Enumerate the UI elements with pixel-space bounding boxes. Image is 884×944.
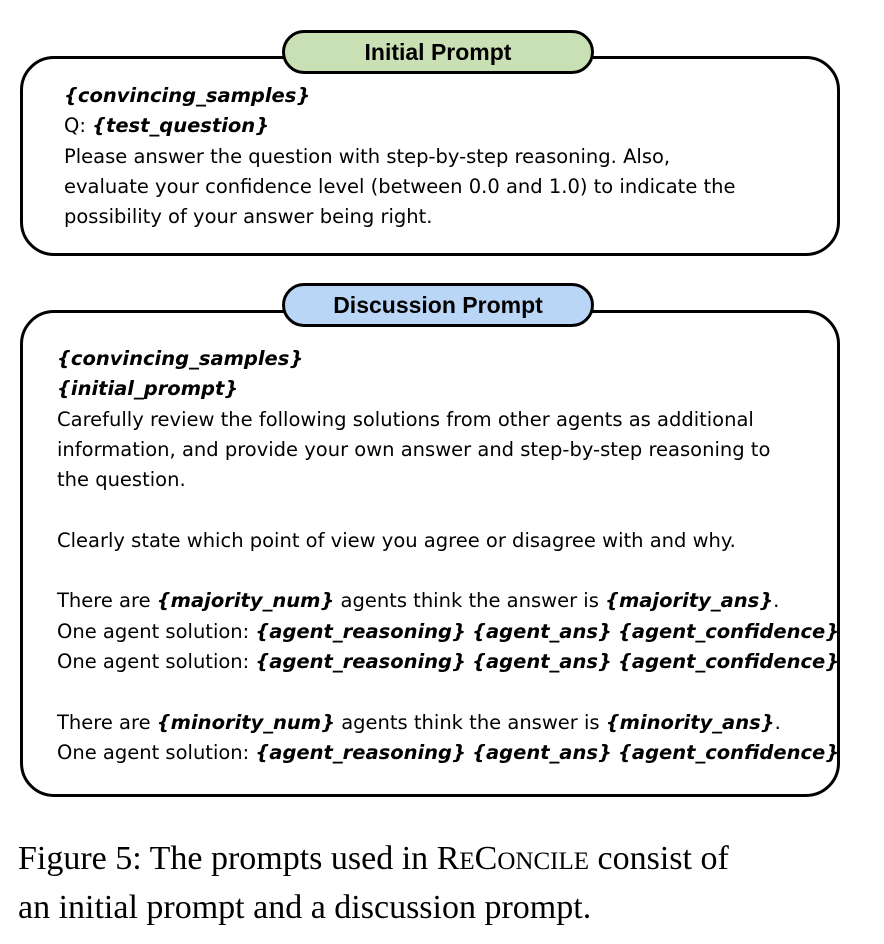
figure-caption — [18, 836, 729, 931]
prompt-line — [57, 526, 839, 556]
template-variable: {initial_prompt} — [57, 377, 239, 401]
prompt-line — [57, 647, 839, 677]
prompt-line — [57, 405, 839, 435]
template-variable: {majority_num} — [156, 589, 335, 613]
prompt-text: agents think the answer is — [335, 710, 606, 734]
prompt-line — [64, 111, 736, 141]
prompt-line — [57, 708, 839, 738]
blank-line — [57, 495, 839, 525]
template-variable: {test_question} — [92, 114, 270, 138]
template-variable: {agent_confidence} — [618, 619, 840, 643]
prompt-line — [64, 172, 736, 202]
prompt-text: There are — [57, 710, 157, 734]
method-name-part: C — [474, 840, 498, 877]
prompt-text: One agent solution: — [57, 619, 256, 643]
prompt-text: Clearly state which point of view you agree or disagree with and why. — [57, 528, 736, 552]
template-variable: {convincing_samples} — [64, 84, 311, 107]
prompt-line — [57, 617, 839, 647]
prompt-text: possibility of your answer being right. — [64, 205, 433, 229]
blank-line — [57, 556, 839, 586]
prompt-text: the question. — [57, 468, 186, 492]
prompt-line — [57, 465, 839, 495]
initial-prompt-title: Initial Prompt — [282, 30, 594, 74]
prompt-text: evaluate your confidence level (between 0.0 and 1.0) to indicate the — [64, 174, 736, 198]
prompt-line — [64, 81, 736, 111]
template-variable: {agent_reasoning} — [255, 649, 466, 673]
prompt-text: Q: — [64, 114, 93, 138]
prompt-line — [64, 142, 736, 172]
caption-line-1 — [18, 836, 729, 885]
blank-line — [57, 677, 839, 707]
method-name — [437, 840, 589, 877]
discussion-prompt-title: Discussion Prompt — [282, 283, 594, 327]
template-variable: {majority_ans} — [605, 589, 774, 613]
prompt-line — [64, 202, 736, 232]
method-name-part: E — [459, 848, 475, 875]
initial-prompt-content — [64, 81, 736, 232]
prompt-text: Carefully review the following solutions from other agents as additional — [57, 407, 754, 431]
method-name-part: ONCILE — [497, 848, 589, 875]
prompt-text: One agent solution: — [57, 649, 256, 673]
prompt-text: . — [774, 710, 781, 734]
template-variable: {agent_confidence} — [618, 740, 840, 764]
caption-prefix: Figure 5: The prompts used in — [18, 840, 437, 877]
caption-suffix: consist of — [589, 840, 729, 877]
caption-line-2: an initial prompt and a discussion prompt. — [18, 889, 592, 926]
template-variable: {agent_reasoning} — [255, 619, 466, 643]
prompt-text: Please answer the question with step-by-step reasoning. Also, — [64, 144, 671, 168]
prompt-text: agents think the answer is — [334, 589, 606, 613]
template-variable: {agent_reasoning} — [255, 740, 466, 764]
discussion-prompt-content — [57, 344, 839, 768]
prompt-text: information, and provide your own answer and step-by-step reasoning to — [57, 437, 771, 461]
template-variable: {agent_ans} — [472, 740, 612, 764]
template-variable: {agent_ans} — [472, 649, 612, 673]
template-variable: {agent_confidence} — [618, 649, 840, 673]
prompt-line — [57, 435, 839, 465]
template-variable: {minority_num} — [156, 710, 336, 734]
template-variable: {convincing_samples} — [57, 347, 304, 370]
prompt-text: . — [773, 589, 780, 613]
prompt-text: There are — [57, 589, 157, 613]
method-name-part: R — [436, 840, 460, 877]
prompt-line — [57, 586, 839, 616]
prompt-line — [57, 738, 839, 768]
template-variable: {agent_ans} — [472, 619, 612, 643]
prompt-line — [57, 344, 839, 374]
template-variable: {minority_ans} — [605, 710, 775, 734]
prompt-text: One agent solution: — [57, 740, 256, 764]
prompt-line — [57, 374, 839, 404]
